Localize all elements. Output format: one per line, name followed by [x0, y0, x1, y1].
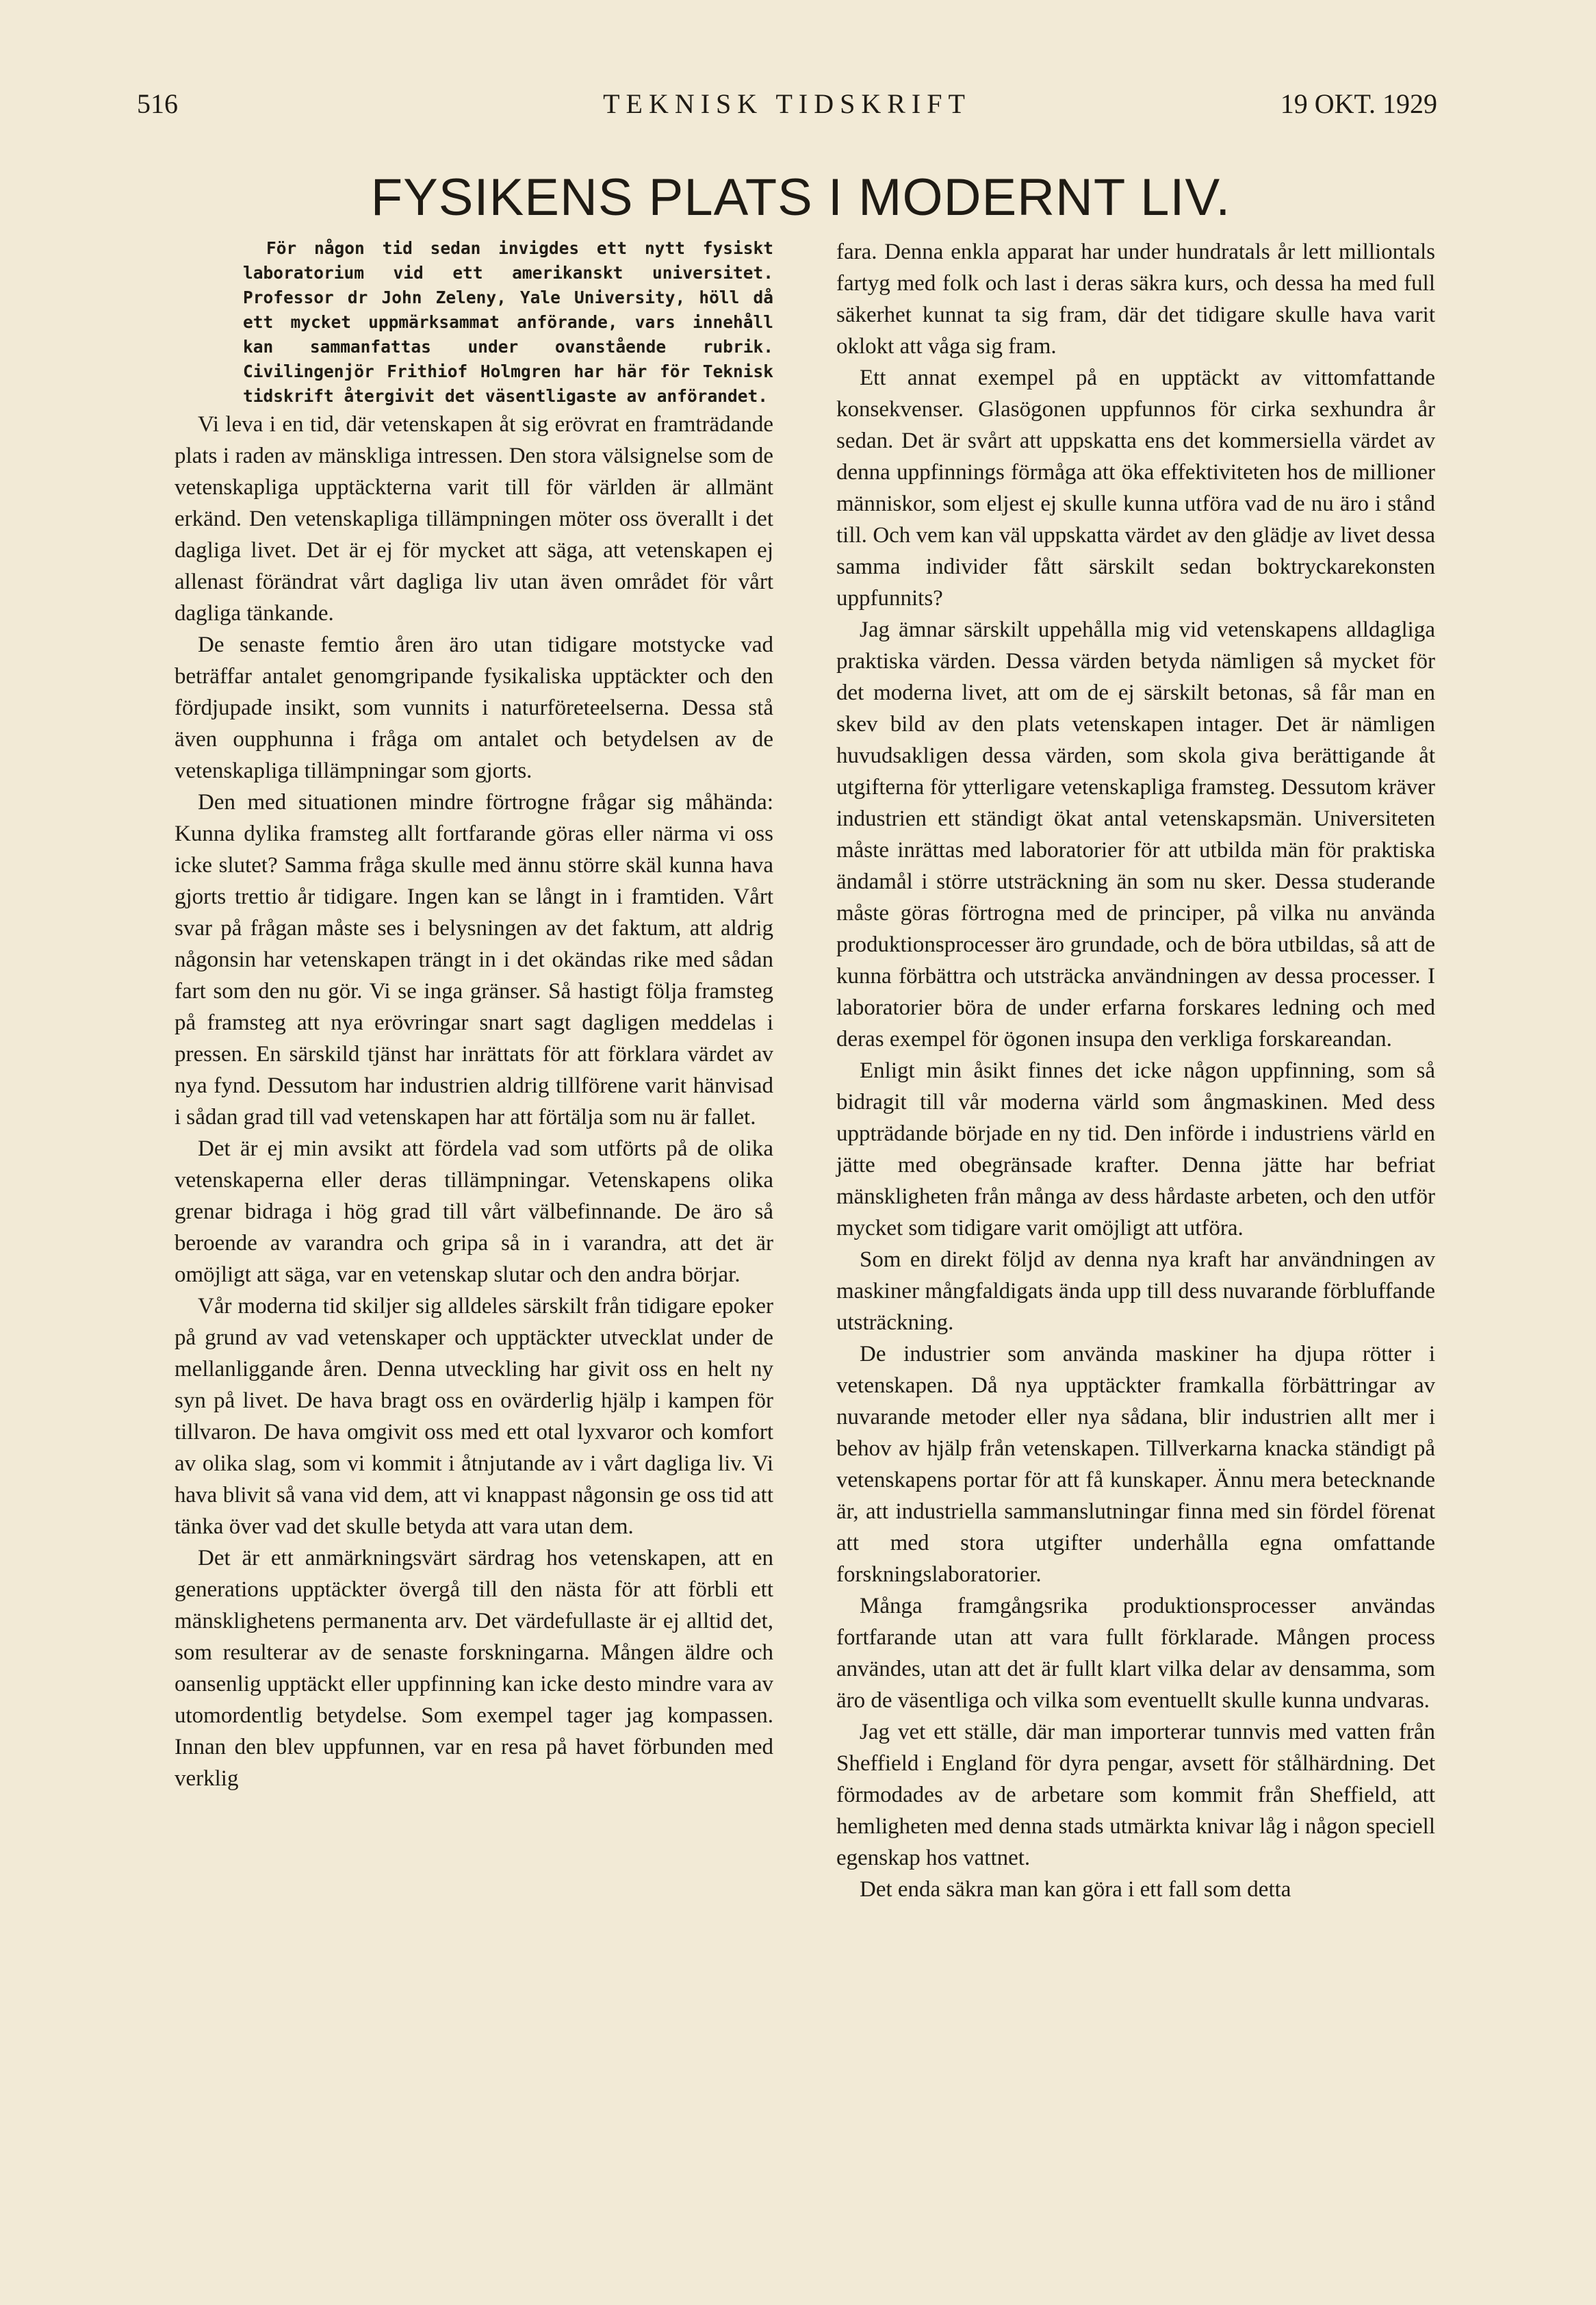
paragraph: De industrier som använda maskiner ha djupa rötter i vetenskapen. Då nya upptäckter framkalla förbättringar av nuvarande metoder eller nya sådana, blir industrien allt mer i behov av hjälp från vetenskapen. Tillverkarna knacka ständigt på vetenskapens portar för att få kunskaper. Ännu mera betecknande är, att industriella sammanslutningar finna med sin fördel förenat att med stora utgifter underhålla egna omfattande forskningslaboratorier.	[836, 1342, 1435, 1587]
paragraph: Jag ämnar särskilt uppehålla mig vid vetenskapens alldagliga praktiska värden. Dessa värden betyda nämligen så mycket för det moderna livet, att om de ej särskilt betonas, så får man en skev bild av den plats vetenskapen intager. Det är nämligen huvudsakligen dessa värden, som skola giva berättigande åt utgifterna för ytterligare vetenskapliga framsteg. Dessutom kräver industrien ett ständigt ökat antal vetenskapsmän. Universiteten måste inrättas med laboratorier för att utbilda män för praktiska ändamål i större utsträckning än som nu sker. Dessa studerande måste göras förtrogna med de principer, på vilka nu använda produktionsprocesser äro grundade, och de böra utbildas, så att de kunna förbättra och utsträcka användningen av dessa processer. I laboratorier böra de under erfarna forskares ledning och med deras exempel för ögonen insupa den verkliga forskareandan.	[836, 617, 1435, 1052]
paragraph: Det är ej min avsikt att fördela vad som utförts på de olika vetenskaperna eller deras tillämpningar. Vetenskapens olika grenar bidraga i hög grad till vårt välbefinnande. De äro så beroende av varandra och gripa så in i varandra, att det är omöjligt att säga, var en vetenskap slutar och den andra börjar.	[175, 1136, 773, 1287]
paragraph: Enligt min åsikt finnes det icke någon uppfinning, som så bidragit till vår moderna värld som ångmaskinen. Med dess uppträdande började en ny tid. Den införde i industriens värld en jätte med obegränsade krafter. Denna jätte har befriat mänskligheten från många av dess hårdaste arbeten, och den utför mycket som tidigare varit omöjligt att utföra.	[836, 1058, 1435, 1240]
paragraph: Vår moderna tid skiljer sig alldeles särskilt från tidigare epoker på grund av vad vetenskaper och upptäckter utvecklat under de mellanliggande åren. Denna utveckling har givit oss en helt ny syn på livet. De hava bragt oss en ovärderlig hjälp i kampen för tillvaron. De hava omgivit oss med ett otal lyxvaror och komfort av olika slag, som vi kommit i åtnjutande av i vårt dagliga liv. Vi hava blivit så vana vid dem, att vi knappast någonsin ge oss tid att tänka över vad det skulle betyda att vara utan dem.	[175, 1294, 773, 1539]
paragraph: Den med situationen mindre förtrogne frågar sig måhända: Kunna dylika framsteg allt fortfarande göras eller närma vi oss icke slutet? Samma fråga skulle med ännu större skäl kunna hava gjorts trettio år tidigare. Ingen kan se långt in i framtiden. Vårt svar på frågan måste ses i belysningen av det faktum, att aldrig någonsin har vetenskapen trängt in i det okändas rike med sådan fart som den nu gör. Vi se inga gränser. Så hastigt följa framsteg på framsteg att nya erövringar snart sagt dagligen meddelas i pressen. En särskild tjänst har inrättats för att förklara värdet av nya fynd. Dessutom har industrien aldrig tillförene varit hänvisad i sådan grad till vad vetenskapen har att förtälja som nu är fallet.	[175, 790, 773, 1130]
paragraph: Det enda säkra man kan göra i ett fall som detta	[860, 1877, 1291, 1902]
paragraph: Jag vet ett ställe, där man importerar tunnvis med vatten från Sheffield i England för dyra pengar, avsett för stålhärdning. Det förmodades av de arbetare som kommit från Sheffield, att hemligheten med denna stads utmärkta knivar låg i någon speciell egenskap hos vattnet.	[836, 1720, 1435, 1870]
paragraph: Som en direkt följd av denna nya kraft har användningen av maskiner mångfaldigats ända upp till dess nuvarande förbluffande utsträckning.	[836, 1247, 1435, 1335]
running-header	[137, 88, 1437, 129]
article-title: FYSIKENS PLATS I MODERNT LIV.	[370, 168, 1231, 227]
paragraph: De senaste femtio åren äro utan tidigare motstycke vad beträffar antalet genomgripande fysikaliska upptäckter och den fördjupade insikt, som vunnits i naturföreteelserna. Dessa stå även oupphunna i fråga om antalet och betydelsen av de vetenskapliga tillämpningar som gjorts.	[175, 633, 773, 783]
paragraph: Det är ett anmärkningsvärt särdrag hos vetenskapen, att en generations upptäckter övergå till den nästa för att förbli ett mänsklighetens permanenta arv. Det värdefullaste är ej alltid det, som resulterar av de senaste forskningarna. Mången äldre och oansenlig upptäckt eller uppfinning kan icke desto mindre vara av utomordentlig betydelse. Som exempel tager jag kompassen. Innan den blev uppfunnen, var en resa på havet förbunden med verklig	[175, 1546, 773, 1791]
page-number: 516	[137, 88, 178, 119]
journal-title: TEKNISK TIDSKRIFT	[603, 88, 971, 119]
left-column	[175, 236, 773, 1794]
paragraph: Många framgångsrika produktionsprocesser användas fortfarande utan att vara fullt förklarade. Mången process användes, utan att det är fullt klart vilka delar av densamma, som äro de väsentliga och vilka som eventuellt skulle kunna undvaras.	[836, 1594, 1435, 1713]
issue-date: 19 OKT. 1929	[1280, 88, 1437, 119]
right-column	[836, 236, 1435, 1905]
paragraph: Ett annat exempel på en upptäckt av vittomfattande konsekvenser. Glasögonen uppfunnos för cirka sexhundra år sedan. Det är svårt att uppskatta ens det kommersiella värdet av denna uppfinnings förmåga att öka effektiviteten hos de millioner människor, som eljest ej skulle kunna utföra vad de nu äro i stånd till. Och vem kan väl uppskatta värdet av den glädje av livet dessa samma individer fått särskilt sedan boktryckarekonsten uppfunnits?	[836, 366, 1435, 611]
paragraph-continuation: fara. Denna enkla apparat har under hundratals år lett milliontals fartyg med folk och last i deras säkra kurs, och dessa ha med full säkerhet kunnat ta sig fram, där det tidigare skulle hava varit oklokt att våga sig fram.	[836, 240, 1435, 359]
article-intro: För någon tid sedan invigdes ett nytt fysiskt laboratorium vid ett amerikanskt universitet. Professor dr John Zeleny, Yale University, höll då ett mycket uppmärksammat anförande, vars innehåll kan sammanfattas under ovanstående rubrik. Civilingenjör Frithiof Holmgren har här för Teknisk tidskrift återgivit det väsentligaste av anförandet.	[243, 238, 773, 406]
paragraph: Vi leva i en tid, där vetenskapen åt sig erövrat en framträdande plats i raden av mänskliga intressen. Den stora välsignelse som de vetenskapliga upptäckterna varit till för världen är allmänt erkänd. Den vetenskapliga tillämpningen möter oss överallt i det dagliga livet. Det är ej för mycket att säga, att vetenskapen ej allenast förändrat vårt dagliga liv utan även området för vårt dagliga tänkande.	[175, 412, 773, 626]
